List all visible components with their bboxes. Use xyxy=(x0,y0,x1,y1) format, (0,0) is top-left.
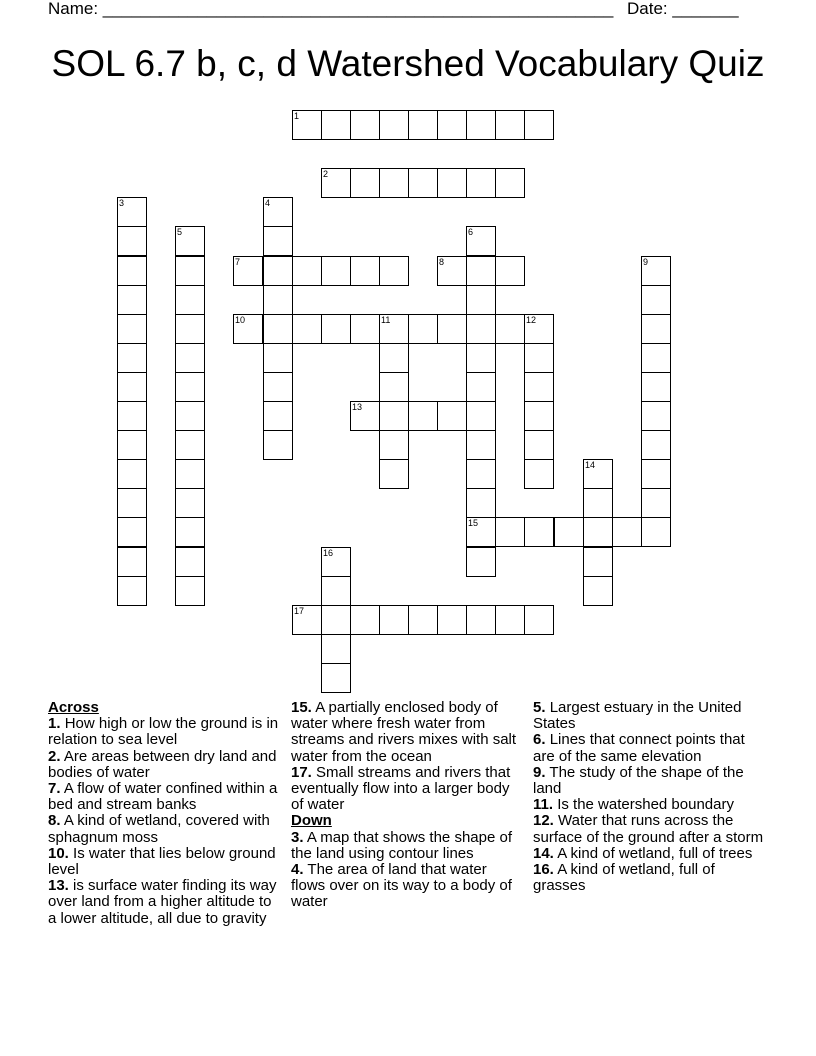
clue-across-1: 1. How high or low the ground is in relation to sea level xyxy=(48,715,279,749)
clue-down-5: 5. Largest estuary in the United States xyxy=(533,699,742,733)
crossword-cell[interactable] xyxy=(321,314,351,344)
crossword-cell[interactable] xyxy=(466,547,496,577)
crossword-cell[interactable] xyxy=(495,256,525,286)
crossword-cell[interactable] xyxy=(292,314,322,344)
crossword-cell[interactable] xyxy=(495,605,525,635)
crossword-cell[interactable] xyxy=(495,314,525,344)
crossword-cell[interactable] xyxy=(117,547,147,577)
crossword-cell[interactable] xyxy=(466,256,496,286)
crossword-cell[interactable] xyxy=(117,430,147,460)
crossword-cell[interactable] xyxy=(524,110,554,140)
crossword-cell[interactable] xyxy=(524,314,554,344)
clue-number: 7 xyxy=(235,257,241,267)
crossword-cell[interactable] xyxy=(641,401,671,431)
clue-down-3: 3. A map that shows the shape of the land using contour lines xyxy=(291,828,512,862)
crossword-cell[interactable] xyxy=(175,401,205,431)
crossword-cell[interactable] xyxy=(379,110,409,140)
crossword-cell[interactable] xyxy=(175,517,205,547)
crossword-cell[interactable] xyxy=(524,372,554,402)
crossword-cell[interactable] xyxy=(321,168,351,198)
crossword-cell[interactable] xyxy=(321,576,351,606)
crossword-cell[interactable] xyxy=(437,401,467,431)
crossword-cell[interactable] xyxy=(117,256,147,286)
crossword-cell[interactable] xyxy=(466,343,496,373)
crossword-cell[interactable] xyxy=(263,430,293,460)
crossword-cell[interactable] xyxy=(175,430,205,460)
crossword-cell[interactable] xyxy=(175,576,205,606)
crossword-cell[interactable] xyxy=(117,372,147,402)
crossword-cell[interactable] xyxy=(379,343,409,373)
crossword-cell[interactable] xyxy=(379,430,409,460)
crossword-cell[interactable] xyxy=(466,168,496,198)
crossword-cell[interactable] xyxy=(117,343,147,373)
crossword-cell[interactable] xyxy=(263,197,293,227)
crossword-cell[interactable] xyxy=(408,168,438,198)
clue-number: 16 xyxy=(323,548,334,558)
crossword-cell[interactable] xyxy=(583,576,613,606)
clue-number: 1 xyxy=(294,111,300,121)
crossword-cell[interactable] xyxy=(175,314,205,344)
crossword-cell[interactable] xyxy=(175,459,205,489)
crossword-cell[interactable] xyxy=(583,547,613,577)
clue-number: 6 xyxy=(468,227,474,237)
clue-number: 15 xyxy=(468,518,479,528)
crossword-cell[interactable] xyxy=(641,314,671,344)
crossword-cell[interactable] xyxy=(466,110,496,140)
crossword-cell[interactable] xyxy=(641,488,671,518)
crossword-cell[interactable] xyxy=(117,314,147,344)
crossword-cell[interactable] xyxy=(583,459,613,489)
crossword-cell[interactable] xyxy=(379,401,409,431)
crossword-cell[interactable] xyxy=(466,226,496,256)
crossword-cell[interactable] xyxy=(379,605,409,635)
crossword-cell[interactable] xyxy=(263,285,293,315)
crossword-cell[interactable] xyxy=(175,547,205,577)
clue-down-4: 4. The area of land that water flows over on its way to a body of water xyxy=(291,861,512,911)
crossword-cell[interactable] xyxy=(408,605,438,635)
clue-across-2: 2. Are areas between dry land and bodies of water xyxy=(48,747,277,781)
crossword-cell[interactable] xyxy=(466,401,496,431)
clue-number: 13 xyxy=(352,402,363,412)
crossword-cell[interactable] xyxy=(292,256,322,286)
crossword-cell[interactable] xyxy=(408,401,438,431)
crossword-cell[interactable] xyxy=(641,459,671,489)
crossword-cell[interactable] xyxy=(117,576,147,606)
crossword-cell[interactable] xyxy=(437,168,467,198)
clue-number: 10 xyxy=(235,315,246,325)
clue-number: 3 xyxy=(119,198,125,208)
crossword-cell[interactable] xyxy=(263,343,293,373)
clues-column-2 xyxy=(291,700,523,911)
crossword-cell[interactable] xyxy=(175,226,205,256)
crossword-cell[interactable] xyxy=(641,372,671,402)
crossword-cell[interactable] xyxy=(175,372,205,402)
crossword-cell[interactable] xyxy=(117,401,147,431)
across-heading: Across xyxy=(48,699,99,716)
clues-column-3 xyxy=(533,700,765,894)
crossword-cell[interactable] xyxy=(466,459,496,489)
crossword-cell[interactable] xyxy=(437,605,467,635)
clue-down-14: 14. A kind of wetland, full of trees xyxy=(533,844,753,862)
down-heading: Down xyxy=(291,812,332,830)
crossword-cell[interactable] xyxy=(612,517,642,547)
crossword-cell[interactable] xyxy=(263,256,293,286)
crossword-cell[interactable] xyxy=(466,314,496,344)
name-label: Name: ______________________________________________________ xyxy=(48,0,614,18)
crossword-cell[interactable] xyxy=(350,401,380,431)
crossword-cell[interactable] xyxy=(379,314,409,344)
date-label: Date: _______ xyxy=(627,0,739,18)
crossword-cell[interactable] xyxy=(495,168,525,198)
crossword-cell[interactable] xyxy=(466,372,496,402)
clue-number: 12 xyxy=(526,315,537,325)
crossword-cell[interactable] xyxy=(583,517,613,547)
crossword-cell[interactable] xyxy=(524,459,554,489)
clue-number: 8 xyxy=(439,257,445,267)
crossword-cell[interactable] xyxy=(437,256,467,286)
crossword-cell[interactable] xyxy=(321,547,351,577)
crossword-cell[interactable] xyxy=(524,401,554,431)
clues-column-1 xyxy=(48,700,280,927)
crossword-cell[interactable] xyxy=(408,314,438,344)
crossword-cell[interactable] xyxy=(233,256,263,286)
crossword-cell[interactable] xyxy=(350,256,380,286)
clue-down-11: 11. Is the watershed boundary xyxy=(533,796,734,814)
crossword-cell[interactable] xyxy=(263,372,293,402)
crossword-cell[interactable] xyxy=(466,285,496,315)
clue-across-15: 15. A partially enclosed body of water where fresh water from streams and rivers mixes with salt water from the ocean xyxy=(291,699,517,765)
crossword-cell[interactable] xyxy=(117,197,147,227)
crossword-cell[interactable] xyxy=(524,430,554,460)
crossword-cell[interactable] xyxy=(263,314,293,344)
crossword-cell[interactable] xyxy=(321,605,351,635)
crossword-cell[interactable] xyxy=(408,110,438,140)
crossword-cell[interactable] xyxy=(379,256,409,286)
crossword-cell[interactable] xyxy=(437,110,467,140)
crossword-cell[interactable] xyxy=(437,314,467,344)
crossword-cell[interactable] xyxy=(466,517,496,547)
clue-number: 5 xyxy=(177,227,183,237)
clue-across-13: 13. is surface water finding its way over land from a higher altitude to a lower altitude, all due to gravity xyxy=(48,877,277,927)
crossword-cell[interactable] xyxy=(117,226,147,256)
crossword-cell[interactable] xyxy=(292,110,322,140)
clue-across-17: 17. Small streams and rivers that eventually flow into a larger body of water xyxy=(291,763,511,814)
crossword-cell[interactable] xyxy=(117,285,147,315)
clue-down-6: 6. Lines that connect points that are of the same elevation xyxy=(533,731,745,765)
clue-down-12: 12. Water that runs across the surface of the ground after a storm xyxy=(533,812,764,846)
crossword-cell[interactable] xyxy=(350,110,380,140)
crossword-cell[interactable] xyxy=(350,605,380,635)
crossword-cell[interactable] xyxy=(583,488,613,518)
crossword-cell[interactable] xyxy=(175,256,205,286)
crossword-cell[interactable] xyxy=(641,343,671,373)
page-title: SOL 6.7 b, c, d Watershed Vocabulary Quiz xyxy=(51,43,765,84)
clue-down-9: 9. The study of the shape of the land xyxy=(533,763,744,798)
crossword-cell[interactable] xyxy=(117,517,147,547)
clue-number: 9 xyxy=(643,257,649,267)
crossword-cell[interactable] xyxy=(641,430,671,460)
clue-across-7: 7. A flow of water confined within a bed and stream banks xyxy=(48,780,278,814)
crossword-cell[interactable] xyxy=(263,226,293,256)
crossword-cell[interactable] xyxy=(495,110,525,140)
clue-number: 17 xyxy=(294,606,305,616)
clue-number: 14 xyxy=(585,460,596,470)
crossword-cell[interactable] xyxy=(379,459,409,489)
crossword-cell[interactable] xyxy=(554,517,584,547)
crossword-cell[interactable] xyxy=(641,517,671,547)
crossword-cell[interactable] xyxy=(263,401,293,431)
crossword-cell[interactable] xyxy=(466,605,496,635)
crossword-cell[interactable] xyxy=(117,488,147,518)
crossword-cell[interactable] xyxy=(495,517,525,547)
clue-across-8: 8. A kind of wetland, covered with sphagnum moss xyxy=(48,812,270,846)
crossword-cell[interactable] xyxy=(321,663,351,693)
crossword-cell[interactable] xyxy=(524,517,554,547)
crossword-cell[interactable] xyxy=(175,343,205,373)
clue-number: 4 xyxy=(265,198,271,208)
crossword-cell[interactable] xyxy=(175,285,205,315)
crossword-cell[interactable] xyxy=(117,459,147,489)
crossword-cell[interactable] xyxy=(641,256,671,286)
crossword-cell[interactable] xyxy=(233,314,263,344)
clue-down-16: 16. A kind of wetland, full of grasses xyxy=(533,861,715,895)
clue-across-10: 10. Is water that lies below ground level xyxy=(48,844,276,879)
crossword-cell[interactable] xyxy=(524,605,554,635)
crossword-cell[interactable] xyxy=(321,110,351,140)
crossword-cell[interactable] xyxy=(321,634,351,664)
crossword-cell[interactable] xyxy=(350,168,380,198)
crossword-cell[interactable] xyxy=(321,256,351,286)
crossword-cell[interactable] xyxy=(379,372,409,402)
crossword-cell[interactable] xyxy=(175,488,205,518)
crossword-cell[interactable] xyxy=(379,168,409,198)
clue-number: 2 xyxy=(323,169,329,179)
crossword-cell[interactable] xyxy=(292,605,322,635)
clue-number: 11 xyxy=(381,315,391,325)
crossword-cell[interactable] xyxy=(466,488,496,518)
crossword-cell[interactable] xyxy=(524,343,554,373)
crossword-cell[interactable] xyxy=(466,430,496,460)
crossword-cell[interactable] xyxy=(641,285,671,315)
crossword-cell[interactable] xyxy=(350,314,380,344)
